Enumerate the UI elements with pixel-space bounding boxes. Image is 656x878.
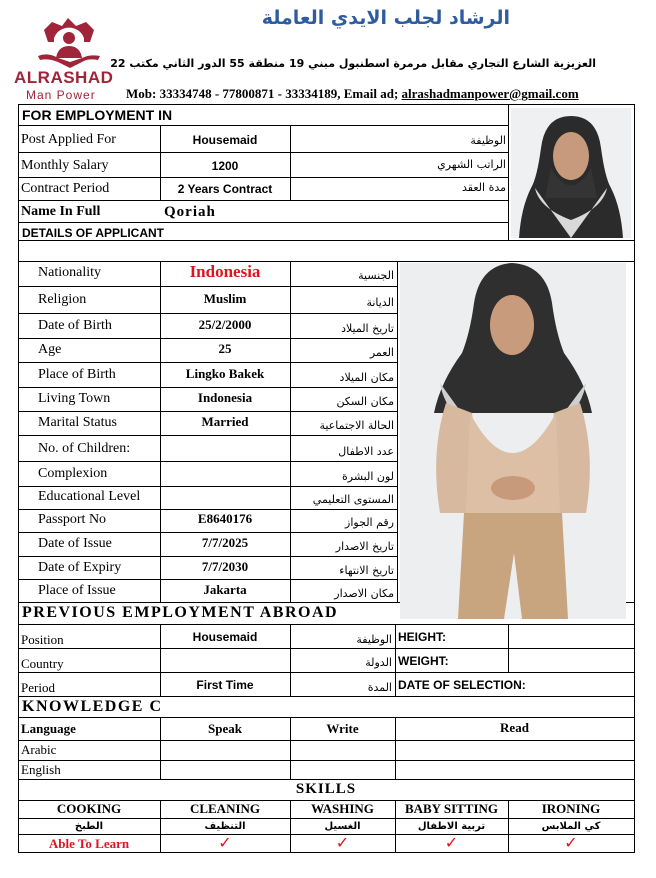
details-value: Indonesia (197, 390, 253, 405)
skill-name-arabic: التنظيف (204, 821, 246, 832)
date-of-selection-label: DATE OF SELECTION: (398, 678, 526, 692)
full-name-label: Name In Full (21, 204, 101, 219)
email-link[interactable]: alrashadmanpower@gmail.com (401, 86, 579, 101)
details-label: Date of Expiry (38, 560, 122, 575)
details-label: Passport No (38, 512, 107, 527)
details-value: Jakarta (203, 582, 247, 597)
previous-value: First Time (196, 678, 254, 692)
logo-subtitle: Man Power (26, 88, 96, 102)
read-column-header: Read (500, 720, 529, 735)
company-address-arabic: العزيزية الشارع التجاري مقابل مرمرة اسطنبول مبني 19 منطقة 55 الدور الثاني مكتب 22 (110, 57, 596, 70)
details-label: Marital Status (38, 415, 117, 430)
skill-name-arabic: الطبخ (74, 821, 104, 832)
check-mark-icon: ✓ (335, 833, 350, 852)
details-label: Nationality (38, 265, 101, 280)
details-label-arabic: عدد الاطفال (338, 445, 394, 458)
contact-phones: Mob: 33334748 - 77800871 - 33334189, Email ad; (126, 86, 402, 101)
details-label-arabic: مكان الميلاد (339, 371, 394, 384)
details-label-arabic: العمر (369, 346, 394, 359)
previous-label: Period (21, 680, 55, 695)
previous-label-arabic: المدة (367, 681, 392, 694)
skill-name: IRONING (541, 801, 601, 816)
employment-label-arabic: مدة العقد (462, 181, 506, 194)
employment-label-arabic: الراتب الشهري (437, 158, 506, 171)
details-label-arabic: المستوى التعليمي (312, 493, 394, 506)
skill-name: COOKING (56, 801, 122, 816)
employment-label: Monthly Salary (21, 158, 109, 173)
person-full-body-icon (400, 263, 626, 619)
details-label: Complexion (38, 466, 108, 481)
employment-label-arabic: الوظيفة (470, 134, 506, 147)
details-value: Lingko Bakek (185, 366, 265, 381)
logo-gear-icon (18, 12, 118, 72)
cooking-ability: Able To Learn (48, 836, 130, 851)
details-value: 7/7/2030 (201, 559, 249, 574)
details-label: Place of Issue (38, 583, 116, 598)
skill-name-arabic: الغسيل (324, 821, 361, 832)
details-value: E8640176 (197, 511, 253, 526)
weight-label: WEIGHT: (398, 654, 449, 668)
details-label-arabic: رقم الجواز (345, 516, 394, 529)
details-value: Indonesia (189, 262, 261, 281)
details-label: Date of Issue (38, 536, 112, 551)
applicant-photo-large (400, 263, 626, 619)
details-heading: DETAILS OF APPLICANT (22, 226, 164, 240)
details-label-arabic: تاريخ الميلاد (341, 322, 394, 335)
language-english: English (21, 762, 61, 777)
details-label-arabic: مكان السكن (336, 395, 394, 408)
company-logo (14, 12, 118, 102)
details-label-arabic: الجنسية (358, 269, 394, 282)
skill-name-arabic: كي الملابس (541, 821, 601, 832)
details-value: Muslim (203, 291, 247, 306)
employment-value: 2 Years Contract (177, 182, 273, 196)
contact-line (126, 86, 579, 102)
previous-label-arabic: الدولة (365, 656, 392, 669)
details-label: Place of Birth (38, 367, 116, 382)
skills-heading: SKILLS (295, 781, 357, 797)
person-portrait-icon (511, 108, 631, 238)
details-label: Educational Level (38, 489, 141, 504)
language-arabic: Arabic (21, 742, 57, 757)
skill-name: CLEANING (189, 801, 261, 816)
check-mark-icon: ✓ (218, 833, 232, 852)
details-value: 25/2/2000 (198, 317, 252, 332)
employment-label: Contract Period (21, 181, 110, 196)
speak-column-header: Speak (208, 721, 242, 736)
write-column-header: Write (326, 721, 359, 736)
language-column-header: Language (21, 721, 76, 736)
knowledge-heading: KNOWLEDGE C (22, 698, 163, 715)
details-value: Married (201, 414, 249, 429)
details-label-arabic: مكان الاصدار (334, 587, 394, 600)
employment-value: 1200 (211, 159, 239, 173)
logo-name: ALRASHAD (14, 68, 114, 87)
details-label: Living Town (38, 391, 111, 406)
details-label-arabic: الديانة (366, 296, 394, 309)
details-value: 25 (218, 341, 232, 356)
check-mark-icon: ✓ (444, 833, 459, 852)
details-label-arabic: لون البشرة (342, 470, 394, 483)
applicant-photo-small (511, 108, 631, 238)
previous-label-arabic: الوظيفة (356, 633, 392, 646)
previous-value: Housemaid (192, 630, 258, 644)
employment-heading: FOR EMPLOYMENT IN (22, 107, 173, 123)
details-label: Date of Birth (38, 318, 112, 333)
details-label-arabic: الحالة الاجتماعية (319, 419, 394, 432)
previous-employment-heading: PREVIOUS EMPLOYMENT ABROAD (22, 604, 339, 621)
details-label-arabic: تاريخ الانتهاء (339, 564, 394, 577)
details-label: Age (38, 342, 62, 357)
details-label: No. of Children: (38, 441, 131, 456)
details-label: Religion (38, 292, 87, 307)
full-name-value: Qoriah (164, 204, 216, 220)
height-label: HEIGHT: (398, 630, 446, 644)
employment-label: Post Applied For (21, 132, 116, 147)
skill-name-arabic: تربية الاطفال (417, 821, 486, 832)
previous-label: Position (21, 632, 64, 647)
skill-name: BABY SITTING (404, 801, 499, 816)
check-mark-icon: ✓ (564, 833, 578, 852)
details-value: 7/7/2025 (201, 535, 249, 550)
previous-label: Country (21, 656, 64, 671)
company-title-arabic: الرشاد لجلب الايدي العاملة (261, 7, 510, 29)
employment-value: Housemaid (192, 133, 258, 147)
skill-name: WASHING (311, 801, 374, 816)
details-label-arabic: تاريخ الاصدار (335, 540, 394, 553)
